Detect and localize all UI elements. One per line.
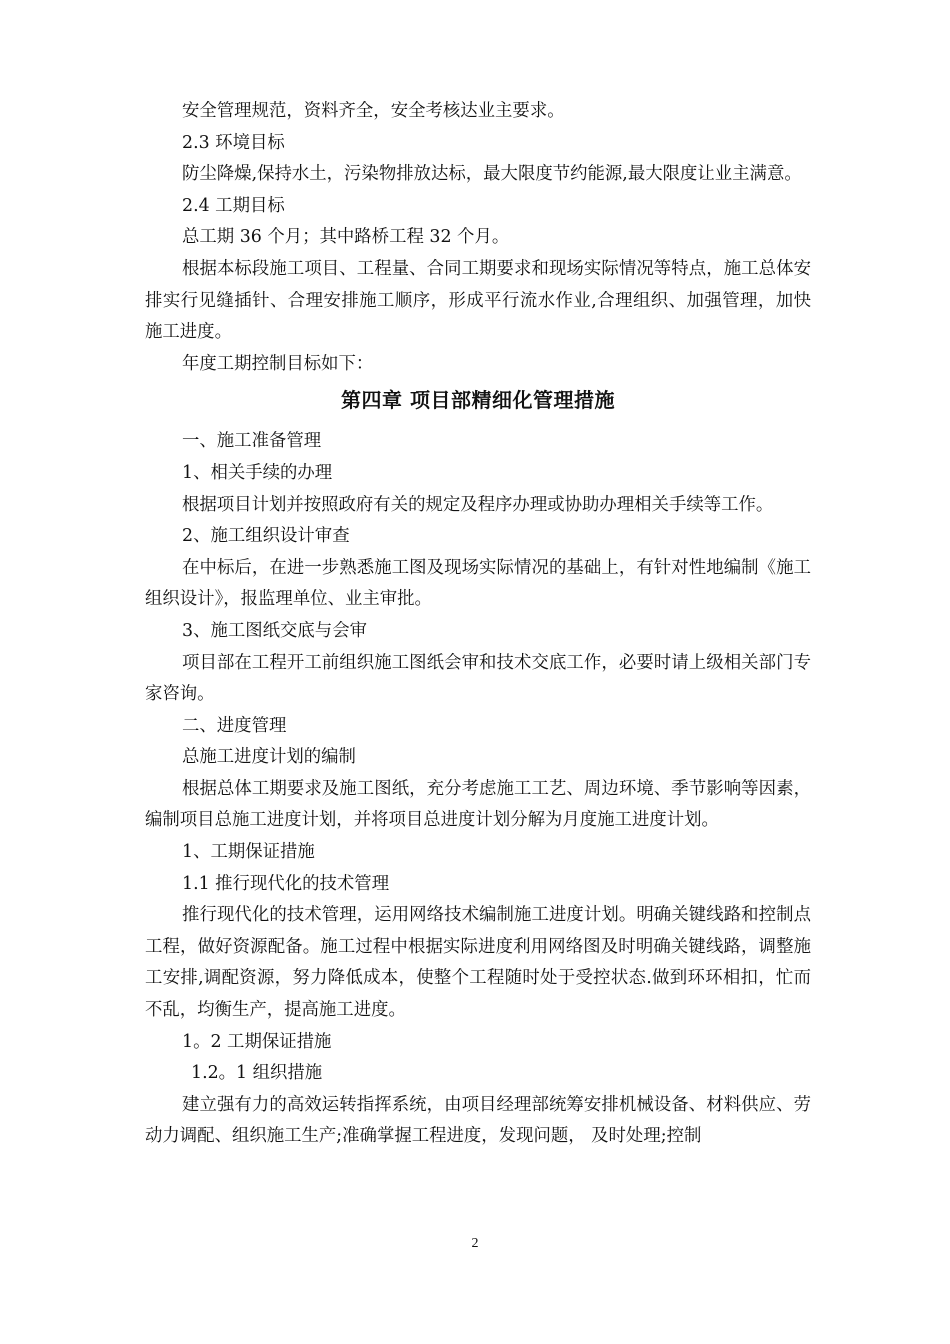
page-content	[145, 96, 811, 1153]
paragraph: 项目部在工程开工前组织施工图纸会审和技术交底工作，必要时请上级相关部门专家咨询。	[145, 652, 811, 705]
paragraph: 防尘降燥,保持水土，污染物排放达标，最大限度节约能源,最大限度让业主满意。	[182, 164, 802, 185]
paragraph: 总施工进度计划的编制	[182, 747, 356, 768]
paragraph: 一、施工准备管理	[182, 431, 322, 452]
paragraph: 根据本标段施工项目、工程量、合同工期要求和现场实际情况等特点，施工总体安排实行见缝插针、合理安排施工顺序，形成平行流水作业,合理组织、加强管理，加快施工进度。	[145, 258, 811, 343]
paragraph: 2、施工组织设计审查	[182, 526, 350, 547]
paragraph: 年度工期控制目标如下：	[182, 353, 374, 374]
paragraph: 1.2。1 组织措施	[191, 1063, 323, 1084]
paragraph: 1、相关手续的办理	[182, 462, 333, 483]
paragraph: 2.4 工期目标	[182, 195, 285, 216]
paragraph: 安全管理规范，资料齐全，安全考核达业主要求。	[182, 101, 565, 121]
chapter-title: 第四章 项目部精细化管理措施	[341, 388, 615, 413]
paragraph: 二、进度管理	[182, 715, 287, 736]
paragraph: 1。2 工期保证措施	[182, 1031, 332, 1052]
paragraph: 3、施工图纸交底与会审	[182, 620, 367, 641]
paragraph: 总工期 36 个月；其中路桥工程 32 个月。	[182, 227, 510, 248]
paragraph: 根据项目计划并按照政府有关的规定及程序办理或协助办理相关手续等工作。	[182, 494, 774, 515]
paragraph: 推行现代化的技术管理，运用网络技术编制施工进度计划。明确关键线路和控制点工程，做好资源配备。施工过程中根据实际进度利用网络图及时明确关键线路，调整施工安排,调配资源，努力降低成本，使整个工程随时处于受控状态.做到环环相扣，忙而不乱，均衡生产，提高施工进度。	[145, 905, 811, 1021]
paragraph: 在中标后，在进一步熟悉施工图及现场实际情况的基础上，有针对性地编制《施工组织设计》，报监理单位、业主审批。	[145, 557, 811, 610]
page-number: 2	[471, 1236, 479, 1251]
paragraph: 1、工期保证措施	[182, 842, 315, 863]
paragraph: 建立强有力的高效运转指挥系统，由项目经理部统筹安排机械设备、材料供应、劳动力调配、组织施工生产;准确掌握工程进度，发现问题， 及时处理;控制	[145, 1094, 811, 1147]
paragraph: 根据总体工期要求及施工图纸，充分考虑施工工艺、周边环境、季节影响等因素，编制项目总施工进度计划，并将项目总进度计划分解为月度施工进度计划。	[145, 778, 811, 831]
paragraph: 1.1 推行现代化的技术管理	[182, 873, 390, 894]
paragraph: 2.3 环境目标	[182, 132, 285, 153]
section-before-chapter	[145, 96, 811, 380]
section-after-chapter	[145, 426, 811, 1153]
